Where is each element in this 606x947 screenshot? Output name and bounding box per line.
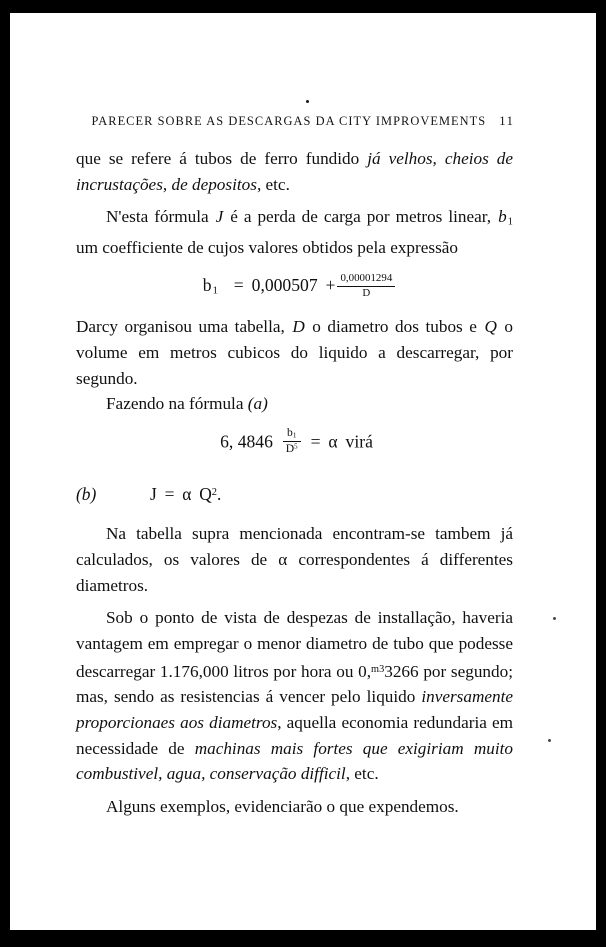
- p5-text-a: Na tabella supra mencionada encontram-se tambem já calculados, os valores de: [76, 524, 513, 569]
- formula1-lhs: b: [202, 275, 212, 296]
- math-var-b-subscript: 1: [507, 216, 513, 228]
- scan-speck-right-lower-icon: [548, 739, 551, 742]
- formula2-fraction: [283, 427, 301, 455]
- formula1-numerator: 0,00001294: [337, 273, 395, 286]
- p6-number-cubic-tail: 3266: [384, 661, 419, 681]
- p6-text-e: , etc.: [345, 764, 379, 784]
- paragraph-5: [76, 521, 513, 598]
- formula2-denominator-var: D: [285, 442, 295, 456]
- paragraph-2: [76, 204, 513, 261]
- p4-formula-label-a: (a): [247, 394, 268, 414]
- p6-number-litres: 1.176,000: [159, 661, 229, 681]
- formula2-denominator-exponent: 5: [294, 442, 298, 451]
- formula2-coefficient: 6, 4846: [220, 431, 273, 452]
- formula3-rhs: Q: [199, 483, 212, 504]
- p3-text-c: o volume em metros cubicos do liquido a descarregar, por segundo.: [76, 317, 513, 388]
- formula2-numerator-subscript: 1: [292, 431, 297, 440]
- formula1-term1: 0,000507: [251, 275, 318, 296]
- formula-gap-1: [76, 304, 513, 314]
- formula2-denominator: [283, 442, 301, 455]
- p3-text-a: Darcy organisou uma tabella,: [76, 317, 292, 337]
- formula1-equals: =: [233, 275, 244, 296]
- formula1-fraction: [337, 273, 395, 299]
- p2-text-b: é a perda de carga por metros linear,: [224, 207, 498, 227]
- p2-text-c: um coefficiente de cujos valores obtidos pela expressão: [76, 238, 458, 258]
- formula1-denominator: D: [362, 286, 371, 299]
- math-var-D: D: [292, 317, 305, 337]
- formula2-equals: =: [310, 431, 321, 452]
- formula-gap-3: [76, 507, 513, 521]
- formula1-plus: +: [325, 275, 336, 296]
- p1-text-a: que se refere á tubos de ferro fundido: [76, 149, 368, 168]
- p1-text-b: , etc.: [256, 174, 290, 194]
- paragraph-gap-2: [76, 598, 513, 605]
- p6-number-cubic-unit: m3: [371, 663, 385, 675]
- p6-text-a: Sob o ponto de vista de despezas de installação, haveria vantagem em empregar o menor diametro de tubo que podesse descarregar: [76, 608, 513, 681]
- formula2-numerator-var: b: [287, 426, 293, 440]
- p2-text-a: N'esta fórmula: [106, 207, 215, 227]
- formula3-label: (b): [76, 483, 97, 504]
- paragraph-4: [76, 391, 513, 417]
- scan-speck-icon: [306, 100, 309, 103]
- formula-b-labelled: [76, 480, 513, 508]
- formula-gap-2: [76, 456, 513, 466]
- formula2-alpha: α: [328, 431, 338, 452]
- scan-speck-right-icon: [553, 617, 556, 620]
- formula3-equals: =: [164, 483, 175, 504]
- formula-b1-expression: [76, 273, 513, 304]
- formula2-numerator: [283, 427, 301, 442]
- paragraph-gap: [76, 197, 513, 204]
- page-number: 11: [499, 114, 515, 128]
- p7-text: Alguns exemplos, evidenciarão o que expendemos.: [106, 797, 459, 817]
- formula3-rhs-exponent: 2: [211, 486, 217, 498]
- paragraph-3: [76, 314, 513, 391]
- formula3-lhs: J: [150, 483, 157, 504]
- formula-alpha-expression: [76, 427, 513, 455]
- paragraph-1: [76, 146, 513, 197]
- math-var-Q: Q: [484, 317, 497, 337]
- formula3-period: .: [216, 483, 222, 504]
- running-head-title: PARECER SOBRE AS DESCARGAS DA CITY IMPROVEMENTS: [91, 114, 487, 128]
- paragraph-6: [76, 605, 513, 787]
- text-block: [76, 146, 513, 820]
- document-page: [10, 13, 596, 930]
- p4-text-a: Fazendo na fórmula: [106, 394, 248, 414]
- p6-text-d: , aquella economia redundaria em necessidade de: [76, 713, 514, 758]
- p3-text-b: o diametro dos tubos e: [305, 317, 484, 337]
- running-head: [10, 112, 596, 130]
- p6-italic-a: inversamente proporcionaes aos diametros: [76, 687, 513, 733]
- p1-italic-b: cheios de incrustações, de depositos: [76, 149, 514, 194]
- formula2-trailing-text: virá: [345, 431, 373, 452]
- p5-alpha: α: [278, 549, 288, 569]
- p5-text-b: correspondentes á differentes diametros.: [76, 549, 513, 595]
- p6-italic-b: machinas mais fortes que exigiriam muito combustivel, agua, conservação difficil: [76, 738, 513, 784]
- formula3-alpha: α: [182, 483, 192, 504]
- formula1-lhs-subscript: 1: [212, 284, 218, 297]
- p6-text-c: por segundo; mas, sendo as resistencias á vencer pelo liquido: [76, 661, 513, 707]
- p6-text-b: litros por hora ou: [228, 661, 359, 681]
- p1-italic-a: já velhos,: [367, 149, 437, 168]
- paragraph-7: [76, 794, 513, 820]
- math-var-J: J: [215, 207, 224, 227]
- math-var-b: b: [498, 207, 507, 227]
- p6-number-cubic-lead: 0,: [358, 661, 372, 681]
- paragraph-gap-3: [76, 787, 513, 794]
- formula3-body: [150, 480, 221, 508]
